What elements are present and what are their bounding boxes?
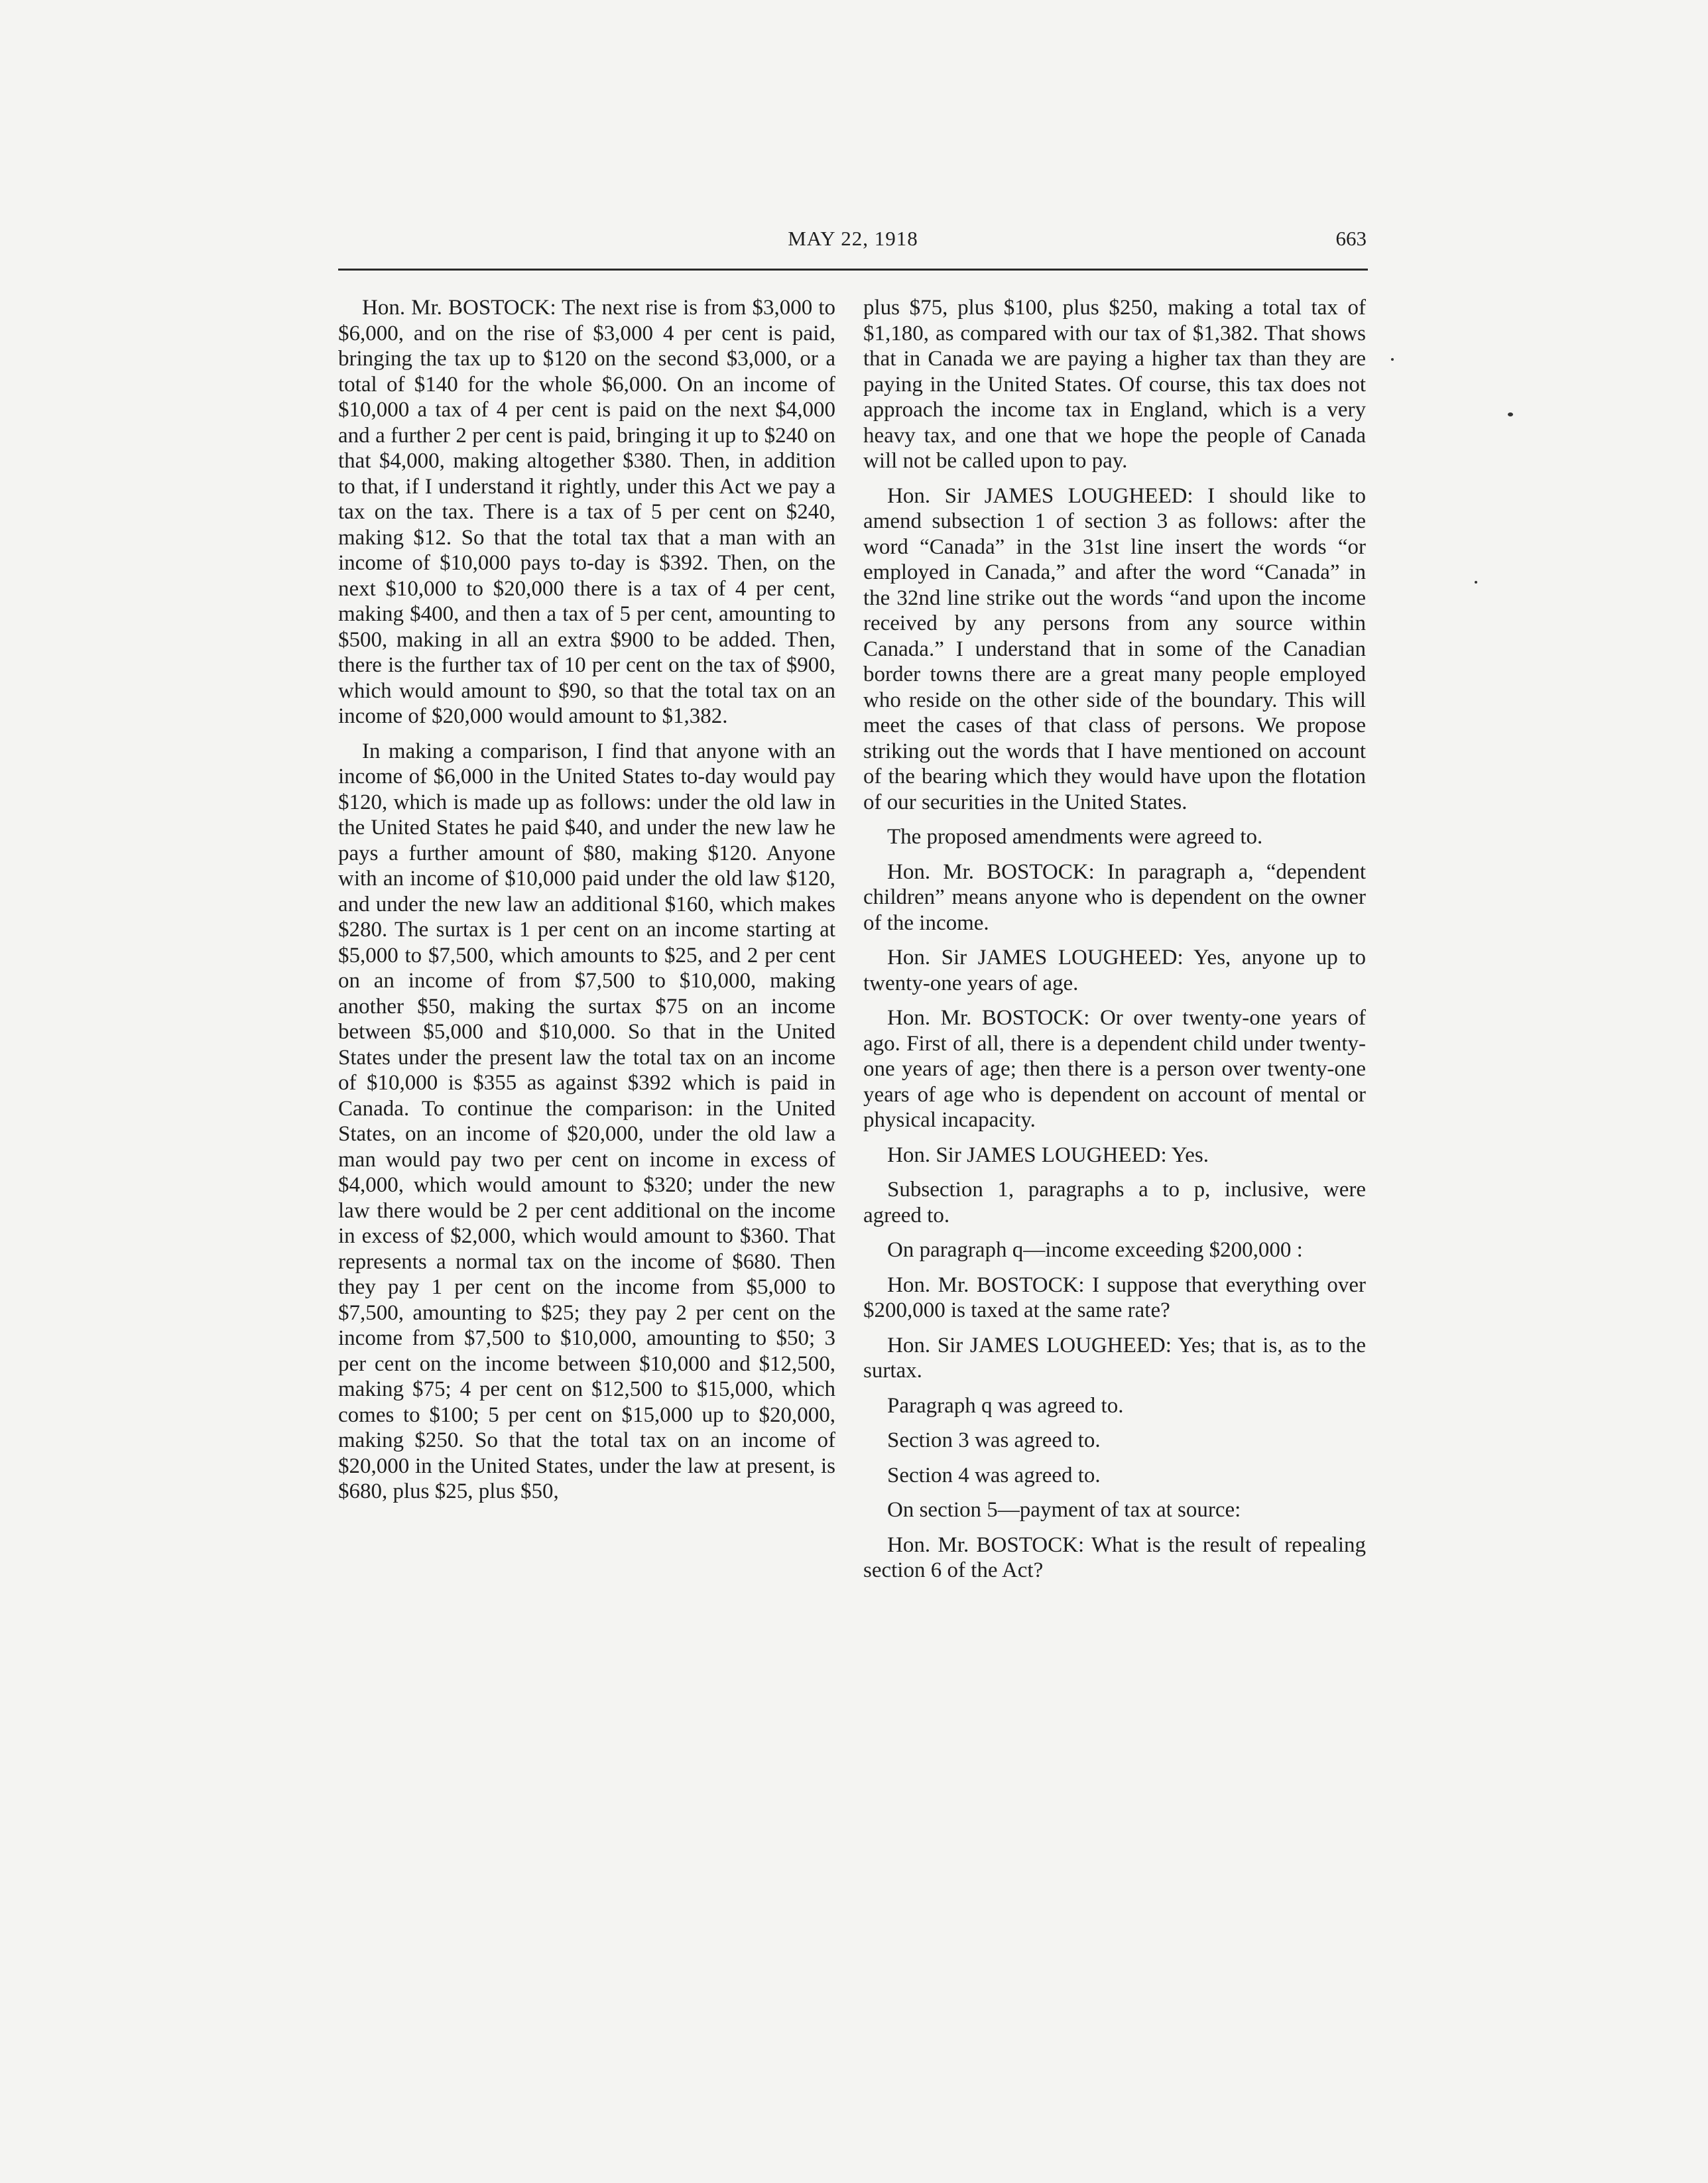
page-number: 663: [1335, 227, 1367, 250]
paragraph: Section 3 was agreed to.: [887, 1428, 1101, 1452]
paragraph: Hon. Mr. BOSTOCK: In paragraph a, “dependent children” means anyone who is dependent on the owner of the income.: [863, 859, 1366, 935]
left-column: [338, 295, 835, 1505]
paragraph: On paragraph q—income exceeding $200,000 :: [887, 1238, 1303, 1262]
paragraph: Hon. Mr. BOSTOCK: Or over twenty-one years of ago. First of all, there is a dependent child under twenty-one years of age; then there is a person over twenty-one years of age who is dependent on account of mental or physical incapacity.: [863, 1006, 1366, 1132]
paragraph: Hon. Sir JAMES LOUGHEED: Yes.: [887, 1143, 1209, 1167]
paragraph: The proposed amendments were agreed to.: [887, 825, 1263, 849]
paragraph: Paragraph q was agreed to.: [887, 1393, 1124, 1418]
paragraph: Hon. Mr. BOSTOCK: What is the result of repealing section 6 of the Act?: [863, 1532, 1366, 1582]
paragraph: Subsection 1, paragraphs a to p, inclusive, were agreed to.: [863, 1178, 1366, 1227]
paragraph: Section 4 was agreed to.: [887, 1463, 1101, 1487]
paragraph: Hon. Sir JAMES LOUGHEED: Yes, anyone up to twenty-one years of age.: [863, 946, 1366, 995]
paragraph-continuation: plus $75, plus $100, plus $250, making a total tax of $1,180, as compared with our tax of $1,382. That shows that in Canada we are paying a higher tax than they are paying in the United States. Of course, this tax does not approach the income tax in England, which is a very heavy tax, and one that we hope the people of Canada will not be called upon to pay.: [863, 296, 1366, 473]
paragraph: Hon. Sir JAMES LOUGHEED: I should like to amend subsection 1 of section 3 as follows: after the word “Canada” in the 31st line insert the words “or employed in Canada,” and after the word “Canada” in the 32nd line strike out the words “and upon the income received by any persons from any source within Canada.” I understand that in some of the Canadian border towns there are a great many people employed who reside on the other side of the boundary. This will meet the cases of that class of persons. We propose striking out the words that I have mentioned on account of the bearing which they would have upon the flotation of our securities in the United States.: [863, 483, 1366, 814]
paragraph: In making a comparison, I find that anyone with an income of $6,000 in the United States to-day would pay $120, which is made up as follows: under the old law in the United States he paid $40, and under the new law he pays a further amount of $80, making $120. Anyone with an income of $10,000 paid under the old law $120, and under the new law an additional $160, which makes $280. The surtax is 1 per cent on an income starting at $5,000 to $7,500, which amounts to $25, and 2 per cent on an income of from $7,500 to $10,000, making another $50, making the surtax $75 on an income between $5,000 and $10,000. So that in the United States under the present law the total tax on an income of $10,000 is $355 as against $392 which is paid in Canada. To continue the comparison: in the United States, on an income of $20,000, under the old law a man would pay two per cent on income in excess of $4,000, which would amount to $320; under the new law there would be 2 per cent additional on the income in excess of $2,000, which would amount to $360. That represents a normal tax on the income of $680. Then they pay 1 per cent on the income from $5,000 to $7,500, amounting to $25; they pay 2 per cent on the income from $7,500 to $10,000, amounting to $50; 3 per cent on the income between $10,000 and $12,500, making $75; 4 per cent on $12,500 to $15,000, which comes to $100; 5 per cent on $15,000 up to $20,000, making $250. So that the total tax on an income of $20,000 in the United States, under the law at present, is $680, plus $25, plus $50,: [338, 739, 835, 1503]
paragraph: Hon. Mr. BOSTOCK: The next rise is from $3,000 to $6,000, and on the rise of $3,000 4 per cent is paid, bringing the tax up to $120 on the second $3,000, or a total of $140 for the whole $6,000. On an income of $10,000 a tax of 4 per cent is paid on the next $4,000 and a further 2 per cent is paid, bringing it up to $240 on that $4,000, making altogether $380. Then, in addition to that, if I understand it rightly, under this Act we pay a tax on the tax. There is a tax of 5 per cent on $240, making $12. So that the total tax that a man with an income of $10,000 pays to-day is $392. Then, on the next $10,000 to $20,000 there is a tax of 4 per cent, making $400, and then a tax of 5 per cent, amounting to $500, making in all an extra $900 to be added. Then, there is the further tax of 10 per cent on the tax of $900, which would amount to $90, so that the total tax on an income of $20,000 would amount to $1,382.: [338, 296, 835, 728]
scan-speck: [1391, 358, 1394, 361]
header-rule: [338, 269, 1368, 271]
scan-speck: [1508, 412, 1513, 416]
paragraph: Hon. Mr. BOSTOCK: I suppose that everything over $200,000 is taxed at the same rate?: [863, 1273, 1366, 1322]
paragraph: Hon. Sir JAMES LOUGHEED: Yes; that is, as to the surtax.: [863, 1333, 1366, 1383]
right-column: [863, 295, 1366, 1584]
page-header: [338, 223, 1368, 256]
header-date: MAY 22, 1918: [788, 227, 918, 250]
paragraph: On section 5—payment of tax at source:: [887, 1498, 1241, 1522]
scan-speck: [1475, 581, 1477, 584]
